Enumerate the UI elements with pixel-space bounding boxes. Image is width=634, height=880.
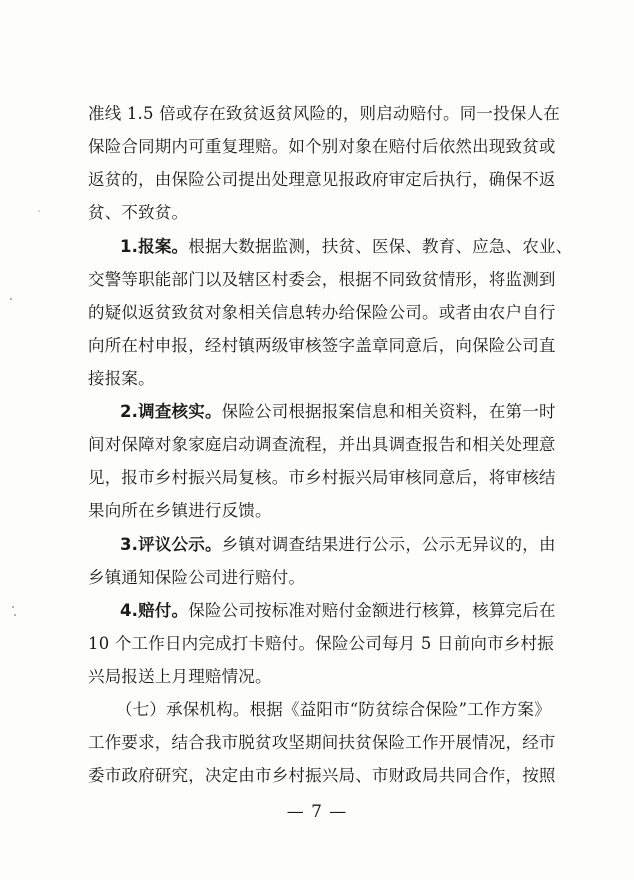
para6-line3: 委市政府研究，决定由市乡村振兴局、市财政局共同合作，按照 [88,766,556,785]
para2-line3: 的疑似返贫致贫对象相关信息转办给保险公司。或者由农户自行 [88,303,556,322]
para1-line1: 准线 1.5 倍或存在致贫返贫风险的，则启动赔付。同一投保人在 [88,104,560,123]
para2-line1-text: 根据大数据监测，扶贫、医保、教育、应急、农业、 [188,237,573,256]
scan-speck [38,210,40,212]
para1-line3: 返贫的，由保险公司提出处理意见报政府审定后执行，确保不返 [88,170,556,189]
page-number: — 7 — [286,802,348,822]
para4-line1 [120,534,556,556]
scan-speck [10,298,12,300]
para3-line4: 果向所在乡镇进行反馈。 [88,501,272,520]
para5-line1-text: 保险公司按标准对赔付金额进行核算，核算完后在 [188,601,556,620]
para5-heading: 4.赔付。 [120,601,189,620]
para4-line1-text: 乡镇对调查结果进行公示，公示无异议的，由 [221,535,556,554]
scan-speck [14,614,16,616]
para4-line2: 乡镇通知保险公司进行赔付。 [88,568,306,587]
para3-line3: 见，报市乡村振兴局复核。市乡村振兴局审核同意后，将审核结 [88,468,556,487]
para2-line2: 交警等职能部门以及辖区村委会，根据不同致贫情形，将监测到 [88,270,556,289]
para4-heading: 3.评议公示。 [120,535,222,554]
para3-line1-text: 保险公司根据报案信息和相关资料，在第一时 [221,402,556,421]
para1-line2: 保险合同期内可重复理赔。如个别对象在赔付后依然出现致贫或 [88,137,556,156]
para3-line2: 间对保障对象家庭启动调查流程，并出具调查报告和相关处理意 [88,435,556,454]
para6-line2: 工作要求，结合我市脱贫攻坚期间扶贫保险工作开展情况，经市 [88,733,556,752]
para2-line4: 向所在村申报，经村镇两级审核签字盖章同意后，向保险公司直 [88,336,556,355]
para2-heading: 1.报案。 [120,237,189,256]
para5-line1 [120,600,556,622]
para1-line4: 贫、不致贫。 [88,203,189,222]
para3-line1 [120,401,556,423]
scan-speck [12,606,14,608]
para6-line1: （七）承保机构。根据《益阳市“防贫综合保险”工作方案》 [116,700,551,719]
para5-line2: 10 个工作日内完成打卡赔付。保险公司每月 5 日前向市乡村振 [88,634,554,653]
para5-line3: 兴局报送上月理赔情况。 [88,667,272,686]
para2-line5: 接报案。 [88,369,155,388]
para2-line1 [120,236,572,258]
para3-heading: 2.调查核实。 [120,402,222,421]
